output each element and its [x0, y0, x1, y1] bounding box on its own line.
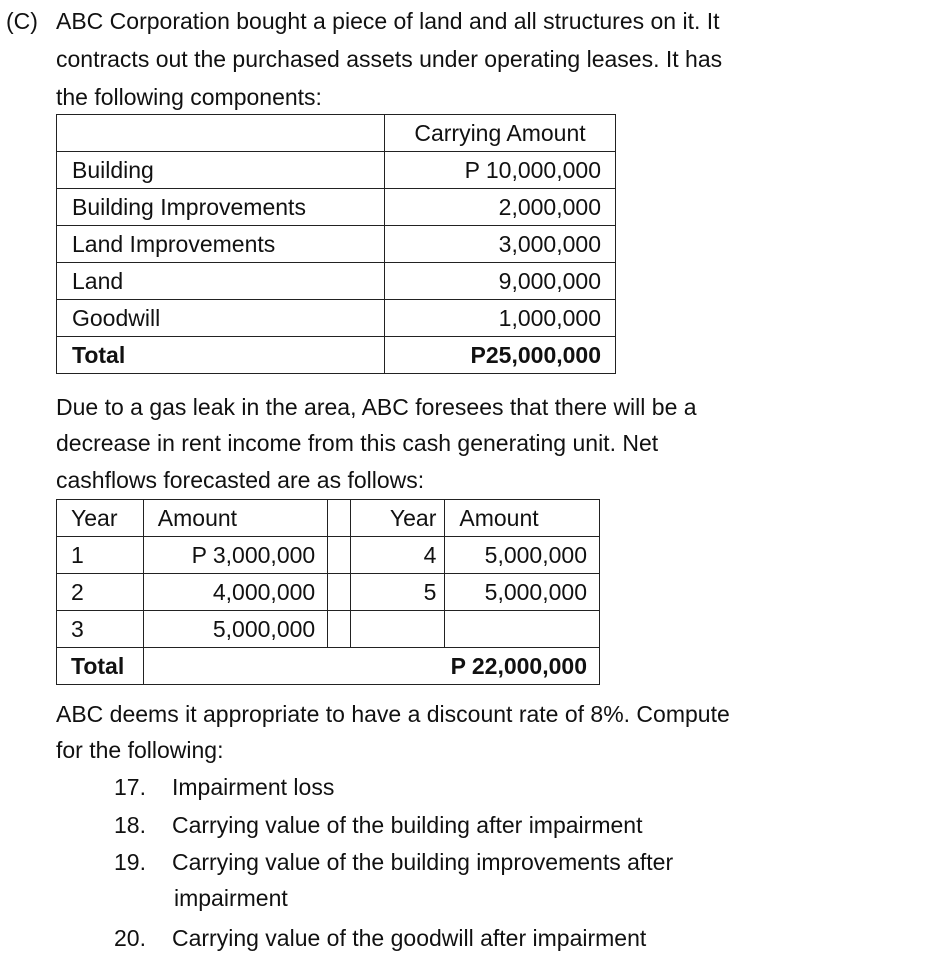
- components-table: [56, 114, 616, 374]
- list-item: [114, 768, 334, 806]
- components-header-blank: [57, 115, 385, 152]
- cashflow-header-year-2: Year: [350, 500, 445, 537]
- middle-line-2: decrease in rent income from this cash generating unit. Net: [56, 430, 659, 456]
- cashflow-header-amount-2: Amount: [445, 500, 600, 537]
- intro-line-2: contracts out the purchased assets under operating leases. It has: [56, 46, 723, 72]
- table-row: [57, 189, 616, 226]
- table-row: [57, 263, 616, 300]
- components-header-carrying-amount: Carrying Amount: [385, 115, 616, 152]
- cashflow-year: 5: [350, 574, 445, 611]
- list-item: [114, 806, 642, 844]
- table-row: [57, 226, 616, 263]
- components-total-amount: P25,000,000: [385, 337, 616, 374]
- question-continuation: impairment: [174, 885, 288, 911]
- components-total-row: [57, 337, 616, 374]
- component-name: Land Improvements: [57, 226, 385, 263]
- cashflow-amount: 5,000,000: [143, 611, 327, 648]
- cashflow-amount: [445, 611, 600, 648]
- cashflow-year: 1: [57, 537, 144, 574]
- component-name: Building: [57, 152, 385, 189]
- cashflow-amount: 4,000,000: [143, 574, 327, 611]
- cashflow-spacer-cell: [328, 574, 351, 611]
- cashflow-total-row: [57, 648, 600, 685]
- question-number: 18.: [114, 812, 146, 838]
- list-item: [114, 919, 646, 957]
- cashflow-spacer-cell: [328, 500, 351, 537]
- table-row: [57, 611, 600, 648]
- cashflow-amount: 5,000,000: [445, 574, 600, 611]
- middle-line-3: cashflows forecasted are as follows:: [56, 467, 425, 493]
- problem-label: [6, 2, 38, 40]
- table-row: [57, 300, 616, 337]
- table-row: [57, 537, 600, 574]
- cashflow-spacer-cell: [328, 537, 351, 574]
- component-amount: 3,000,000: [385, 226, 616, 263]
- closing-line-1: ABC deems it appropriate to have a discount rate of 8%. Compute: [56, 701, 730, 727]
- component-name: Goodwill: [57, 300, 385, 337]
- problem-label-text: (C): [6, 8, 38, 34]
- cashflow-header-year-1: Year: [57, 500, 144, 537]
- cashflow-spacer-cell: [328, 611, 351, 648]
- cashflow-amount: P 3,000,000: [143, 537, 327, 574]
- cashflow-header-row: [57, 500, 600, 537]
- cashflow-year: 2: [57, 574, 144, 611]
- cashflow-amount: 5,000,000: [445, 537, 600, 574]
- component-amount: P 10,000,000: [385, 152, 616, 189]
- cashflow-total-label: Total: [57, 648, 144, 685]
- question-number: 20.: [114, 925, 146, 951]
- component-name: Land: [57, 263, 385, 300]
- intro-line-3: the following components:: [56, 84, 322, 110]
- cashflow-header-amount-1: Amount: [143, 500, 327, 537]
- question-text: Impairment loss: [172, 774, 335, 800]
- component-name: Building Improvements: [57, 189, 385, 226]
- closing-line-2: for the following:: [56, 737, 224, 763]
- cashflow-table: [56, 499, 600, 685]
- question-text: Carrying value of the goodwill after impairment: [172, 925, 647, 951]
- component-amount: 9,000,000: [385, 263, 616, 300]
- cashflow-year: [350, 611, 445, 648]
- list-item: [114, 843, 673, 881]
- cashflow-year: 3: [57, 611, 144, 648]
- cashflow-year: 4: [350, 537, 445, 574]
- intro-line-1: ABC Corporation bought a piece of land and all structures on it. It: [56, 8, 720, 34]
- cashflow-total-amount: P 22,000,000: [143, 648, 599, 685]
- question-text: Carrying value of the building after impairment: [172, 812, 643, 838]
- components-header-row: [57, 115, 616, 152]
- table-row: [57, 152, 616, 189]
- middle-line-1: Due to a gas leak in the area, ABC foresees that there will be a: [56, 394, 697, 420]
- component-amount: 1,000,000: [385, 300, 616, 337]
- question-text: Carrying value of the building improvements after: [172, 849, 674, 875]
- question-number: 19.: [114, 849, 146, 875]
- table-row: [57, 574, 600, 611]
- component-amount: 2,000,000: [385, 189, 616, 226]
- question-number: 17.: [114, 774, 146, 800]
- components-total-label: Total: [57, 337, 385, 374]
